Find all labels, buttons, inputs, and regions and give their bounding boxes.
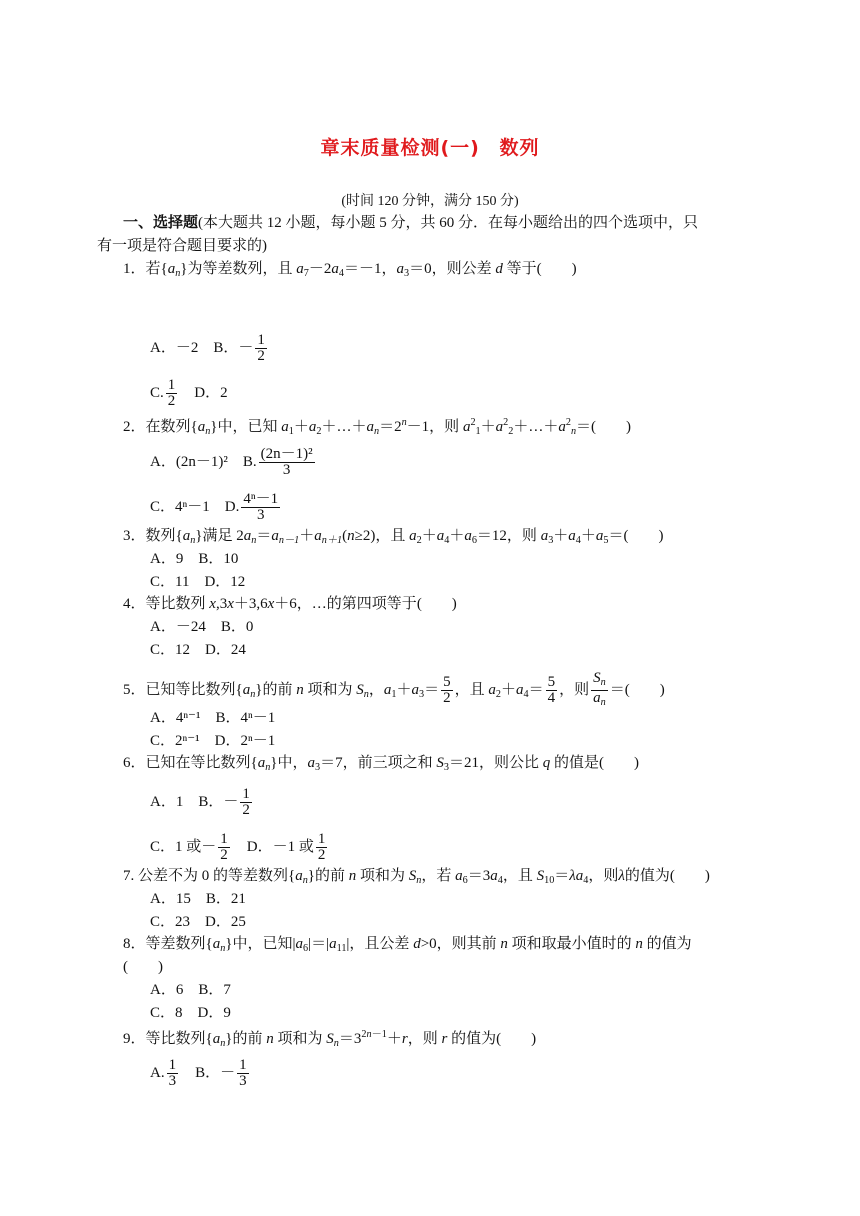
fraction: $\frac{\text{(2n－1)²}}{3}$ bbox=[260, 446, 313, 478]
question-2: 2．在数列$\{a_n\}$中，已知 $a_1+a_2+\dots+a_n=2^n-1$，则 $a^2_1+a^2_2+\dots+a^2_n=$( ) bbox=[123, 417, 632, 437]
fraction: $\frac{1}{2}$ bbox=[242, 786, 250, 818]
q8-options-ab: A．6 B．7 bbox=[150, 982, 231, 998]
q3-options-ab: A．9 B．10 bbox=[150, 551, 239, 567]
q5-options-ab: A．4ⁿ⁻¹ B．4ⁿ－1 bbox=[150, 710, 276, 726]
q7-options-ab: A．15 B．21 bbox=[150, 891, 246, 907]
fraction: $\frac{\text{4ⁿ－1}}{3}$ bbox=[243, 491, 279, 523]
q6-options-cd: C．1 或－ $\frac{1}{2}$ D．－1 或 $\frac{1}{2}$ bbox=[150, 831, 326, 863]
question-1: 1．若$\{a_n\}$为等差数列，且 $a_7-2a_4=-1$，$a_3=0$，则公差 d 等于( ) bbox=[123, 261, 577, 279]
section-heading: 一、选择题 bbox=[123, 215, 199, 231]
q9-options-ab: A. $\frac{1}{3}$ B．－ $\frac{1}{3}$ bbox=[150, 1057, 247, 1089]
question-8: 8．等差数列$\{a_n\}$中，已知$|a_6|=|a_{11}|$，且公差 d>0，则其前 n 项和取最小值时的 n 的值为 bbox=[123, 936, 692, 954]
question-9: 9．等比数列$\{a_n\}$的前 n 项和为 $S_n=3^{2n-1}+r$，则 r 的值为( ) bbox=[123, 1029, 537, 1049]
q4-options-cd: C．12 D．24 bbox=[150, 642, 246, 658]
q6-options-ab: A．1 B．－ $\frac{1}{2}$ bbox=[150, 786, 250, 818]
title-main: 章末质量检测(一) bbox=[320, 137, 480, 159]
section-desc-2: 有一项是符合题目要求的) bbox=[97, 238, 267, 254]
section-intro bbox=[123, 213, 698, 233]
q7-options-cd: C．23 D．25 bbox=[150, 914, 246, 930]
fraction: $\frac{1}{2}$ bbox=[317, 831, 326, 863]
question-3: 3．数列$\{a_n\}$满足 $2a_n=a_{n-1}+a_{n+1}(n\ge 2)$，且 $a_2+a_4+a_6=12$，则 $a_3+a_4+a_5=$( ) bbox=[123, 528, 664, 546]
q1-options-ab: A．－2 B．－ $\frac{1}{2}$ bbox=[150, 332, 265, 364]
fraction: $\frac{1}{3}$ bbox=[239, 1057, 247, 1089]
page-subtitle: (时间 120 分钟，满分 150 分) bbox=[341, 194, 519, 209]
section-desc-1: (本大题共 12 小题，每小题 5 分，共 60 分．在每小题给出的四个选项中，只 bbox=[198, 215, 699, 231]
question-4: 4．等比数列 x,3x＋3,6x＋6，…的第四项等于( ) bbox=[123, 596, 457, 612]
question-5: 5．已知等比数列$\{a_n\}$的前 n 项和为 $S_n$，$a_1+a_3=$ $\frac{5}{2}$ ，且 $a_2+a_4=$ $\frac{5}{4}$ ，则 $\frac{S_n}{a_n}$ ＝( ) bbox=[123, 670, 665, 708]
q4-options-ab: A．－24 B．0 bbox=[150, 619, 254, 635]
q8-paren: ( ) bbox=[123, 959, 163, 975]
q2-options-ab: A．(2n－1)² B. $\frac{\text{(2n－1)²}}{3}$ bbox=[150, 446, 313, 478]
page-title bbox=[0, 133, 860, 160]
fraction: $\frac{1}{2}$ bbox=[167, 377, 176, 409]
q3-options-cd: C．11 D．12 bbox=[150, 574, 246, 590]
q8-options-cd: C．8 D．9 bbox=[150, 1005, 231, 1021]
fraction: $\frac{1}{3}$ bbox=[168, 1057, 177, 1089]
question-6: 6．已知在等比数列$\{a_n\}$中，$a_3=7$，前三项之和 $S_3=21$，则公比 q 的值是( ) bbox=[123, 755, 639, 773]
title-sub: 数列 bbox=[499, 137, 540, 159]
question-7: 7. 公差不为 0 的等差数列$\{a_n\}$的前 n 项和为 $S_n$，若 $a_6=3a_4$，且 $S_{10}=\lambda a_4$，则λ的值为( ) bbox=[123, 868, 710, 886]
fraction: $\frac{1}{2}$ bbox=[257, 332, 265, 364]
q5-options-cd: C．2ⁿ⁻¹ D．2ⁿ－1 bbox=[150, 733, 276, 749]
fraction: $\frac{1}{2}$ bbox=[220, 831, 228, 863]
q2-options-cd: C．4ⁿ－1 D. $\frac{\text{4ⁿ－1}}{3}$ bbox=[150, 491, 279, 523]
q1-options-cd: C. $\frac{1}{2}$ D．2 bbox=[150, 377, 228, 409]
